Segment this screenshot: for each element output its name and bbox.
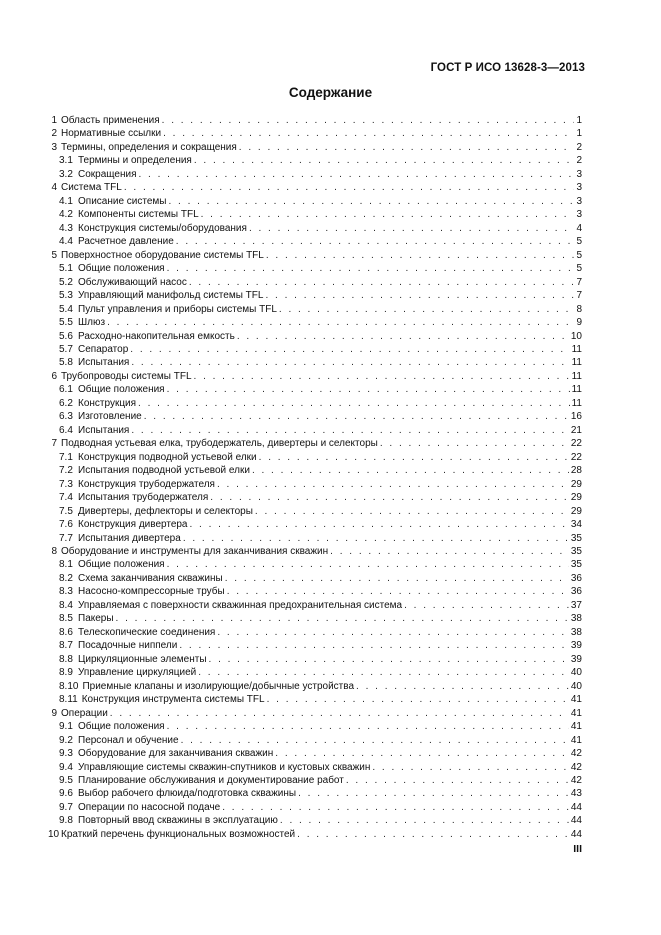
toc-entry-number: 8.8 — [59, 653, 73, 665]
toc-entry-number: 8.7 — [59, 640, 73, 652]
toc-entry-number: 10 — [48, 828, 60, 840]
toc-dot-leader — [356, 680, 569, 693]
toc-entry-page: 1 — [576, 128, 582, 140]
toc-entry-number: 5.7 — [59, 343, 73, 355]
toc-entry-title: Общие положения — [78, 721, 165, 733]
toc-dot-leader — [346, 774, 569, 787]
toc-dot-leader — [110, 707, 569, 720]
toc-entry-title: Испытания подводной устьевой елки — [78, 465, 250, 477]
toc-entry-title: Сепаратор — [78, 343, 129, 355]
toc-entry[interactable] — [48, 451, 582, 464]
toc-entry[interactable] — [48, 801, 582, 814]
toc-entry-title: Управление циркуляцией — [78, 667, 197, 679]
toc-entry[interactable] — [48, 707, 582, 720]
toc-entry-number: 8.1 — [59, 559, 73, 571]
toc-entry-page: 16 — [570, 411, 582, 423]
toc-entry[interactable] — [48, 289, 582, 302]
toc-entry[interactable] — [48, 532, 582, 545]
toc-entry-number: 7.4 — [59, 492, 73, 504]
toc-entry[interactable] — [48, 545, 582, 558]
toc-entry-number: 9.3 — [59, 748, 73, 760]
toc-entry-number: 9.8 — [59, 815, 73, 827]
toc-entry-title: Телескопические соединения — [78, 626, 216, 638]
toc-dot-leader — [124, 181, 575, 194]
toc-entry-number: 8.3 — [59, 586, 73, 598]
toc-entry-title: Испытания — [78, 357, 130, 369]
toc-entry-page: 8 — [576, 303, 582, 315]
toc-title: Содержание — [288, 85, 373, 100]
toc-entry-page: 41 — [570, 694, 582, 706]
toc-entry-title: Персонал и обучение — [78, 734, 179, 746]
toc-entry-title: Операции по насосной подаче — [78, 801, 221, 813]
toc-entry[interactable] — [48, 666, 582, 679]
toc-dot-leader — [138, 397, 570, 410]
toc-entry-page: 41 — [570, 734, 582, 746]
toc-entry-number: 6.4 — [59, 424, 73, 436]
toc-entry[interactable] — [48, 599, 582, 612]
toc-entry-page: 29 — [570, 505, 582, 517]
toc-dot-leader — [176, 235, 575, 248]
toc-entry-page: 44 — [570, 828, 582, 840]
toc-entry-title: Управляемая с поверхности скважинная предохранительная система — [78, 599, 403, 611]
toc-entry[interactable] — [48, 356, 582, 369]
toc-entry[interactable] — [48, 626, 582, 639]
toc-entry-title: Подводная устьевая елка, трубодержатель, дивертеры и селекторы — [61, 438, 378, 450]
toc-entry[interactable] — [48, 787, 582, 800]
toc-entry-title: Планирование обслуживания и документирование работ — [78, 774, 344, 786]
toc-entry-page: 1 — [576, 115, 582, 126]
toc-entry-page: 4 — [576, 222, 582, 234]
toc-entry-number: 6.2 — [59, 397, 73, 409]
toc-entry-page: 42 — [570, 761, 582, 773]
toc-entry[interactable] — [48, 222, 582, 235]
toc-entry-page: 44 — [570, 815, 582, 827]
toc-entry[interactable] — [48, 114, 582, 127]
toc-entry-number: 6 — [51, 370, 57, 382]
toc-entry-page: 37 — [570, 599, 582, 611]
toc-entry[interactable] — [48, 653, 582, 666]
toc-dot-leader — [183, 532, 569, 545]
toc-entry[interactable] — [48, 558, 582, 571]
toc-entry[interactable] — [48, 276, 582, 289]
toc-entry-page: 10 — [570, 330, 582, 342]
toc-entry[interactable] — [48, 343, 582, 356]
toc-entry[interactable] — [48, 828, 582, 841]
toc-dot-leader — [239, 141, 575, 154]
toc-entry-title: Конструкция подводной устьевой елки — [78, 451, 257, 463]
toc-entry[interactable] — [48, 208, 582, 221]
toc-entry-title: Нормативные ссылки — [61, 128, 162, 140]
toc-entry[interactable] — [48, 585, 582, 598]
toc-entry-number: 9.7 — [59, 801, 73, 813]
toc-entry-number: 7 — [51, 438, 57, 450]
toc-entry-title: Дивертеры, дефлекторы и селекторы — [78, 505, 253, 517]
toc-dot-leader — [267, 693, 569, 706]
toc-entry-page: 11 — [571, 384, 582, 396]
toc-entry-title: Операции — [61, 707, 108, 719]
toc-entry-number: 5.5 — [59, 317, 73, 329]
toc-entry-page: 3 — [576, 195, 582, 207]
toc-entry[interactable] — [48, 424, 582, 437]
toc-entry-page: 42 — [570, 748, 582, 760]
toc-dot-leader — [167, 383, 570, 396]
toc-entry-title: Термины и определения — [78, 155, 192, 167]
toc-entry[interactable] — [48, 262, 582, 275]
toc-entry-page: 5 — [576, 249, 582, 261]
toc-entry-title: Расходно-накопительная емкость — [78, 330, 235, 342]
toc-entry-page: 38 — [570, 626, 582, 638]
toc-entry-number: 9.5 — [59, 774, 73, 786]
toc-entry[interactable] — [48, 572, 582, 585]
toc-entry-page: 40 — [570, 680, 582, 692]
toc-entry-number: 7.2 — [59, 465, 73, 477]
toc-entry-page: 41 — [570, 721, 582, 733]
toc-entry-title: Управляющий манифольд системы TFL — [78, 290, 264, 302]
toc-entry[interactable] — [48, 761, 582, 774]
toc-entry-page: 11 — [571, 397, 582, 409]
toc-entry-number: 9.2 — [59, 734, 73, 746]
toc-entry[interactable] — [48, 720, 582, 733]
toc-entry-page: 39 — [570, 653, 582, 665]
toc-dot-leader — [194, 370, 570, 383]
toc-entry-title: Конструкция — [78, 397, 137, 409]
toc-entry-title: Выбор рабочего флюида/подготовка скважины — [78, 788, 297, 800]
toc-entry-title: Область применения — [61, 115, 160, 126]
toc-entry-title: Оборудование и инструменты для заканчивания скважин — [61, 546, 329, 557]
toc-dot-leader — [249, 222, 575, 235]
toc-entry-title: Схема заканчивания скважины — [78, 572, 223, 584]
toc-dot-leader — [275, 747, 569, 760]
toc-dot-leader — [279, 303, 575, 316]
toc-dot-leader — [130, 343, 569, 356]
toc-entry-number: 8.10 — [59, 680, 79, 692]
toc-entry-page: 5 — [576, 263, 582, 275]
toc-dot-leader — [198, 666, 569, 679]
toc-entry-page: 34 — [570, 519, 582, 531]
toc-entry-page: 2 — [576, 141, 582, 153]
toc-entry-number: 7.5 — [59, 505, 73, 517]
toc-entry-title: Шлюз — [78, 317, 106, 329]
toc-dot-leader — [298, 787, 569, 800]
toc-entry-page: 11 — [571, 370, 582, 382]
toc-dot-leader — [116, 612, 569, 625]
toc-entry-page: 35 — [570, 559, 582, 571]
toc-entry-title: Общие положения — [78, 263, 165, 275]
toc-entry-title: Изготовление — [78, 411, 142, 423]
toc-entry-page: 22 — [570, 451, 582, 463]
toc-dot-leader — [167, 558, 569, 571]
toc-entry[interactable] — [48, 127, 582, 140]
toc-entry-number: 4.2 — [59, 209, 73, 221]
toc-entry-page: 44 — [570, 801, 582, 813]
toc-dot-leader — [330, 545, 569, 558]
toc-entry-number: 3.2 — [59, 168, 73, 180]
toc-entry-page: 38 — [570, 613, 582, 625]
toc-entry-page: 3 — [576, 182, 582, 194]
toc-entry[interactable] — [48, 693, 582, 706]
toc-dot-leader — [168, 195, 574, 208]
toc-entry[interactable] — [48, 195, 582, 208]
toc-dot-leader — [404, 599, 569, 612]
toc-entry[interactable] — [48, 680, 582, 693]
toc-entry[interactable] — [48, 478, 582, 491]
toc-entry-title: Термины, определения и сокращения — [61, 141, 237, 153]
toc-entry-page: 9 — [576, 317, 582, 329]
toc-entry-page: 3 — [576, 168, 582, 180]
toc-entry-title: Расчетное давление — [78, 236, 174, 248]
toc-dot-leader — [252, 464, 569, 477]
toc-entry-number: 8.9 — [59, 667, 73, 679]
toc-entry-title: Компоненты системы TFL — [78, 209, 199, 221]
toc-entry-title: Управляющие системы скважин-спутников и кустовых скважин — [78, 761, 371, 773]
toc-entry-title: Общие положения — [78, 559, 165, 571]
toc-entry-page: 39 — [570, 640, 582, 652]
toc-entry-number: 5.2 — [59, 276, 73, 288]
toc-entry-number: 8 — [51, 546, 57, 557]
toc-dot-leader — [162, 114, 575, 127]
toc-entry-page: 11 — [571, 343, 582, 355]
toc-dot-leader — [210, 491, 569, 504]
toc-dot-leader — [194, 154, 575, 167]
toc-entry-title: Насосно-компрессорные трубы — [78, 586, 225, 598]
table-of-contents — [48, 114, 582, 841]
toc-dot-leader — [217, 478, 569, 491]
toc-entry-number: 4 — [51, 182, 57, 194]
toc-entry[interactable] — [48, 734, 582, 747]
toc-dot-leader — [227, 585, 569, 598]
toc-entry-page: 40 — [570, 667, 582, 679]
toc-entry-number: 9.1 — [59, 721, 73, 733]
toc-entry-title: Описание системы — [78, 195, 167, 207]
toc-entry-number: 4.4 — [59, 236, 73, 248]
toc-entry-number: 5.8 — [59, 357, 73, 369]
document-code: ГОСТ Р ИСО 13628-3—2013 — [430, 62, 585, 74]
toc-entry-page: 28 — [570, 465, 582, 477]
toc-entry-page: 5 — [576, 236, 582, 248]
toc-dot-leader — [167, 262, 575, 275]
toc-entry[interactable] — [48, 330, 582, 343]
toc-entry-page: 43 — [570, 788, 582, 800]
toc-entry-title: Пульт управления и приборы системы TFL — [78, 303, 277, 315]
toc-entry-number: 8.11 — [59, 694, 78, 706]
toc-entry-title: Испытания дивертера — [78, 532, 181, 544]
toc-entry-number: 8.6 — [59, 626, 73, 638]
toc-entry[interactable] — [48, 437, 582, 450]
toc-entry-number: 7.3 — [59, 478, 73, 490]
toc-entry-number: 7.6 — [59, 519, 73, 531]
toc-entry-number: 8.2 — [59, 572, 73, 584]
toc-entry[interactable] — [48, 249, 582, 262]
toc-entry-page: 7 — [576, 290, 582, 302]
toc-entry-page: 29 — [570, 492, 582, 504]
toc-entry-title: Обслуживающий насос — [78, 276, 187, 288]
toc-entry[interactable] — [48, 141, 582, 154]
toc-entry-page: 21 — [570, 424, 582, 436]
toc-entry[interactable] — [48, 491, 582, 504]
toc-dot-leader — [138, 168, 574, 181]
toc-entry[interactable] — [48, 316, 582, 329]
toc-entry[interactable] — [48, 383, 582, 396]
toc-entry-number: 1 — [51, 115, 57, 126]
toc-entry-title: Трубопроводы системы TFL — [61, 370, 192, 382]
toc-dot-leader — [163, 127, 574, 140]
toc-entry[interactable] — [48, 612, 582, 625]
toc-entry-title: Испытания трубодержателя — [78, 492, 209, 504]
toc-entry-title: Приемные клапаны и изолирующие/добычные устройства — [82, 680, 355, 692]
toc-entry-number: 4.3 — [59, 222, 73, 234]
toc-entry[interactable] — [48, 181, 582, 194]
toc-entry-page: 7 — [576, 276, 582, 288]
toc-entry[interactable] — [48, 168, 582, 181]
toc-entry-title: Краткий перечень функциональных возможностей — [61, 828, 296, 840]
toc-dot-leader — [237, 330, 569, 343]
toc-entry-number: 3 — [51, 141, 57, 153]
toc-entry-page: 29 — [570, 478, 582, 490]
toc-entry-page: 36 — [570, 572, 582, 584]
toc-entry-title: Система TFL — [61, 182, 122, 194]
toc-entry-number: 9.6 — [59, 788, 73, 800]
toc-entry-number: 5.6 — [59, 330, 73, 342]
toc-entry-number: 9.4 — [59, 761, 73, 773]
toc-dot-leader — [217, 626, 569, 639]
toc-dot-leader — [107, 316, 574, 329]
toc-dot-leader — [380, 437, 569, 450]
toc-entry-number: 5 — [51, 249, 57, 261]
toc-entry[interactable] — [48, 505, 582, 518]
toc-entry-title: Общие положения — [78, 384, 165, 396]
toc-dot-leader — [297, 828, 569, 841]
toc-entry-page: 11 — [571, 357, 582, 369]
toc-entry[interactable] — [48, 303, 582, 316]
toc-entry[interactable] — [48, 774, 582, 787]
toc-dot-leader — [131, 424, 569, 437]
toc-dot-leader — [167, 720, 569, 733]
toc-entry-title: Сокращения — [78, 168, 137, 180]
toc-entry-page: 3 — [576, 209, 582, 221]
toc-entry-title: Посадочные ниппели — [78, 640, 178, 652]
toc-entry-number: 5.4 — [59, 303, 73, 315]
toc-entry-title: Пакеры — [78, 613, 114, 625]
toc-entry-number: 9 — [51, 707, 57, 719]
toc-entry[interactable] — [48, 747, 582, 760]
toc-dot-leader — [225, 572, 569, 585]
toc-entry-number: 6.3 — [59, 411, 73, 423]
toc-entry-title: Оборудование для заканчивания скважин — [78, 748, 274, 760]
toc-dot-leader — [265, 289, 574, 302]
toc-dot-leader — [181, 734, 569, 747]
toc-entry-page: 22 — [570, 438, 582, 450]
toc-entry-number: 7.7 — [59, 532, 73, 544]
toc-entry-number: 8.5 — [59, 613, 73, 625]
toc-entry-number: 4.1 — [59, 195, 73, 207]
toc-entry-number: 6.1 — [59, 384, 73, 396]
toc-entry-number: 5.3 — [59, 290, 73, 302]
toc-dot-leader — [131, 356, 569, 369]
toc-entry-page: 35 — [570, 532, 582, 544]
toc-entry-number: 7.1 — [59, 451, 73, 463]
toc-entry[interactable] — [48, 464, 582, 477]
toc-dot-leader — [189, 276, 575, 289]
toc-entry[interactable] — [48, 370, 582, 383]
toc-entry-title: Конструкция дивертера — [78, 519, 188, 531]
toc-entry-page: 42 — [570, 774, 582, 786]
toc-dot-leader — [255, 505, 569, 518]
toc-entry-number: 8.4 — [59, 599, 73, 611]
toc-dot-leader — [209, 653, 569, 666]
toc-entry[interactable] — [48, 397, 582, 410]
toc-entry[interactable] — [48, 410, 582, 423]
toc-dot-leader — [266, 249, 575, 262]
toc-dot-leader — [372, 761, 569, 774]
toc-entry-page: 2 — [576, 155, 582, 167]
toc-entry-title: Циркуляционные элементы — [78, 653, 207, 665]
toc-entry-number: 2 — [51, 128, 57, 140]
toc-entry-title: Конструкция системы/оборудования — [78, 222, 247, 234]
toc-entry-title: Конструкция инструмента системы TFL — [81, 694, 265, 706]
toc-entry-page: 35 — [570, 546, 582, 557]
toc-entry-page: 41 — [570, 707, 582, 719]
toc-entry-page: 36 — [570, 586, 582, 598]
toc-entry-number: 5.1 — [59, 263, 73, 275]
page-number: III — [573, 843, 582, 855]
toc-dot-leader — [259, 451, 569, 464]
toc-entry[interactable] — [48, 235, 582, 248]
toc-dot-leader — [280, 814, 569, 827]
toc-dot-leader — [144, 410, 569, 423]
toc-entry[interactable] — [48, 814, 582, 827]
toc-entry-title: Повторный ввод скважины в эксплуатацию — [78, 815, 278, 827]
toc-dot-leader — [179, 639, 569, 652]
toc-entry-number: 3.1 — [59, 155, 73, 167]
toc-entry-title: Конструкция трубодержателя — [78, 478, 215, 490]
toc-entry-title: Поверхностное оборудование системы TFL — [61, 249, 264, 261]
toc-dot-leader — [190, 518, 569, 531]
toc-entry[interactable] — [48, 518, 582, 531]
toc-dot-leader — [201, 208, 575, 221]
toc-entry-title: Испытания — [78, 424, 130, 436]
toc-dot-leader — [222, 801, 569, 814]
toc-entry[interactable] — [48, 154, 582, 167]
toc-entry[interactable] — [48, 639, 582, 652]
